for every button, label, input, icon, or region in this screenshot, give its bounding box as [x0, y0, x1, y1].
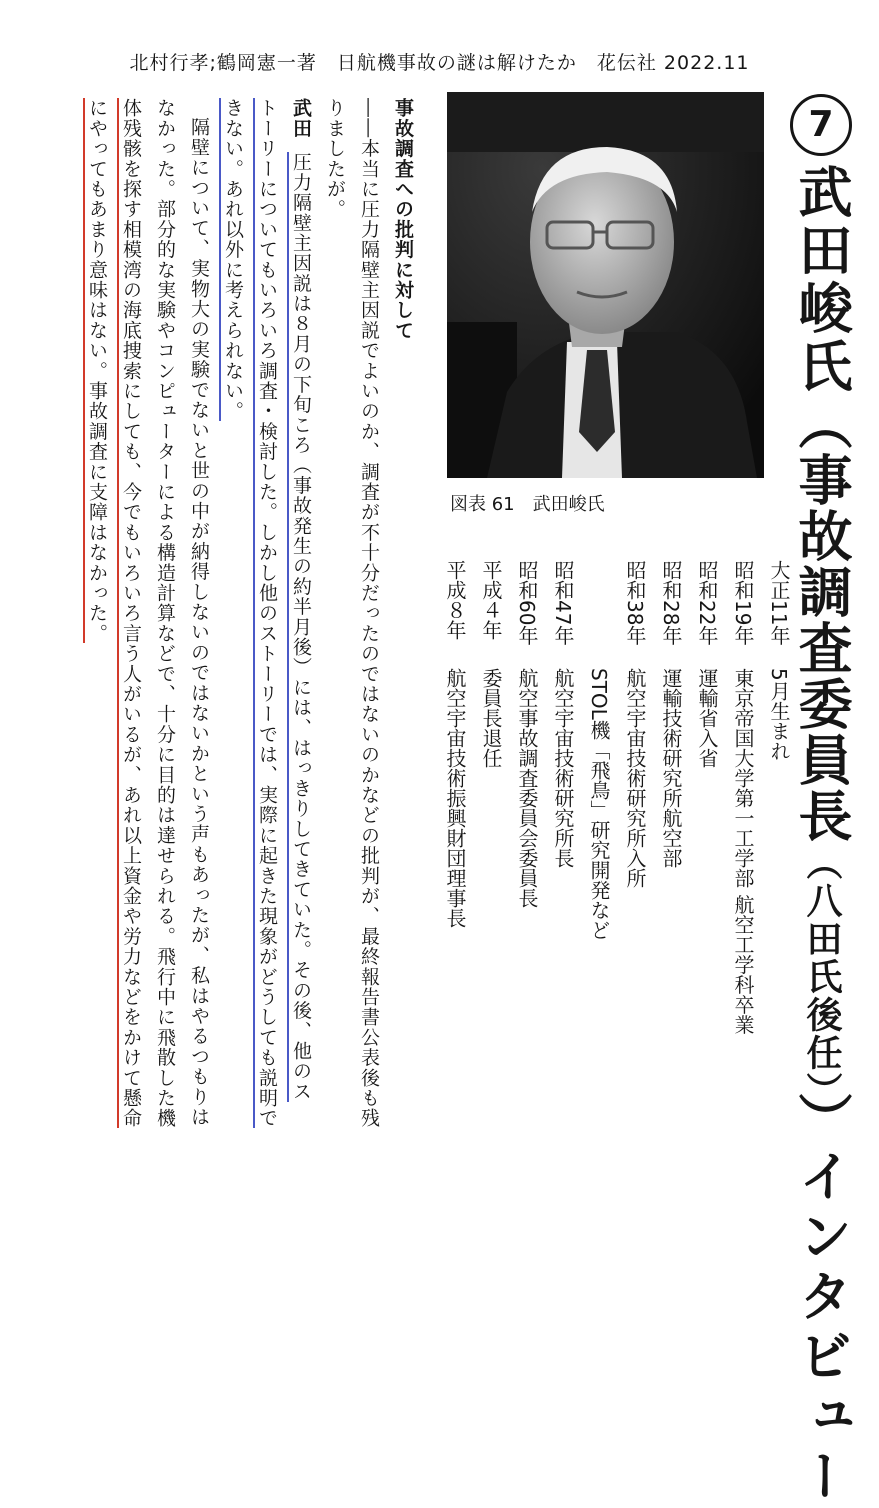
- career-item: 大正11年5月生まれ: [767, 560, 791, 761]
- answer-text: きない。あれ以外に考えられない。: [219, 98, 244, 421]
- career-item: 昭和22年運輸省入省: [695, 560, 719, 768]
- answer-line: [284, 98, 318, 1178]
- successor-note: （八田氏後任）: [801, 844, 842, 1092]
- paragraph-line: 隔壁について、実物大の実験でないと世の中が納得しないのではないかという声もあったが、私はやるつもりは: [188, 117, 210, 1127]
- answer-text: トーリーについてもいろいろ調査・検討した。しかし他のストーリーでは、実際に起きた現象がどうしても説明で: [253, 98, 278, 1128]
- portrait-photo: [447, 92, 764, 478]
- career-item: STOL機「飛鳥」研究開発など: [587, 668, 611, 940]
- career-item: 昭和19年東京帝国大学第一工学部 航空工学科卒業: [731, 560, 755, 1035]
- question-line: りましたが。: [324, 98, 346, 220]
- answer-line: [216, 98, 250, 1178]
- question-line: ――本当に圧力隔壁主因説でよいのか、調査が不十分だったのではないのかなどの批判が、最終報告書公表後も残: [358, 98, 380, 1129]
- section-heading: 事故調査への批判に対して: [392, 98, 414, 341]
- paragraph-line: なかった。部分的な実験やコンピューターによる構造計算などで、十分に目的は達せられる。飛行中に飛散した機: [154, 98, 176, 1129]
- highlighted-text: 体残骸を探す相模湾の海底捜索にしても、今でもいろいろ言う人がいるが、あれ以上資金や労力などをかけて懸命: [117, 98, 142, 1128]
- career-item: 昭和28年運輸技術研究所航空部: [659, 560, 683, 868]
- career-item: 昭和47年航空宇宙技術研究所長: [551, 560, 575, 868]
- career-item: 平成４年委員長退任: [479, 560, 503, 768]
- photo-caption: 図表 61 武田峻氏: [450, 494, 605, 515]
- chapter-number-badge: 7: [790, 94, 852, 156]
- paragraph-line: [80, 98, 114, 1178]
- career-list: [440, 560, 794, 1034]
- interviewee-name: 武田峻氏: [790, 164, 853, 396]
- interview-label: インタビュー: [790, 1148, 853, 1508]
- paragraph-line: [114, 98, 148, 1178]
- career-item: 平成８年航空宇宙技術振興財団理事長: [443, 560, 467, 928]
- speaker-label: 武田: [290, 98, 312, 139]
- portrait-image: [447, 92, 764, 478]
- article-body: [28, 98, 420, 1178]
- page-header: 北村行孝;鶴岡憲一著 日航機事故の謎は解けたか 花伝社 2022.11: [129, 52, 750, 74]
- interview-title: 7武田峻氏（事故調査委員長（八田氏後任））インタビュー: [790, 94, 860, 1174]
- interviewee-role: （事故調査委員長: [790, 396, 853, 844]
- career-item: 昭和38年航空宇宙技術研究所入所: [623, 560, 647, 888]
- answer-line: [250, 98, 284, 1178]
- highlighted-text: にやってもあまり意味はない。事故調査に支障はなかった。: [83, 98, 108, 643]
- answer-text: 圧力隔壁主因説は８月の下旬ころ（事故発生の約半月後）には、はっきりしてきていた。その後、他のス: [287, 152, 312, 1101]
- career-item: 昭和60年航空事故調査委員会委員長: [515, 560, 539, 908]
